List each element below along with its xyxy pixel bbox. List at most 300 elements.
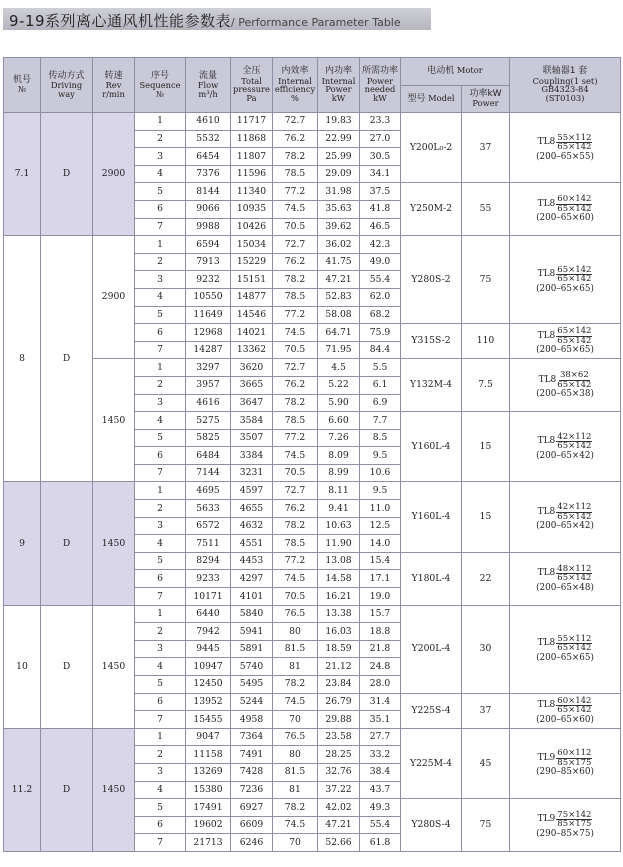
cell-power-needed: 33.2 [360,746,401,764]
coupling-type: TL8 [538,374,557,385]
cell-sequence: 6 [135,447,186,465]
cell-efficiency: 72.7 [273,482,318,500]
cell-motor-power: 7.5 [462,359,510,412]
cell-sequence: 7 [135,588,186,606]
cell-internal-power: 13.08 [318,552,360,570]
coupling-type: TL9 [537,752,556,763]
coupling-dimensions: (290–85×75) [536,828,594,839]
cell-internal-power: 16.21 [318,588,360,606]
cell-pressure: 11340 [231,183,273,201]
header-flow: 流量 Flow m³/h [186,58,231,113]
cell-pressure: 6927 [231,799,273,817]
cell-pressure: 15229 [231,253,273,271]
cell-pressure: 4453 [231,552,273,570]
cell-flow: 10171 [186,588,231,606]
title-separator: / [231,16,235,29]
cell-internal-power: 35.63 [318,200,360,218]
cell-pressure: 3384 [231,447,273,465]
cell-power-needed: 42.3 [360,236,401,254]
cell-internal-power: 42.02 [318,799,360,817]
cell-efficiency: 78.2 [273,271,318,289]
cell-power-needed: 8.5 [360,429,401,447]
cell-flow: 8294 [186,552,231,570]
cell-pressure: 5740 [231,658,273,676]
cell-power-needed: 84.4 [360,341,401,359]
header-sequence: 序号 Sequence № [135,58,186,113]
cell-flow: 17491 [186,799,231,817]
header-speed: 转速 Rev r/min [93,58,135,113]
cell-efficiency: 78.5 [273,412,318,430]
cell-sequence: 5 [135,676,186,694]
coupling-fraction-top: 75×142 [557,809,592,820]
cell-flow: 21713 [186,834,231,852]
cell-flow: 9232 [186,271,231,289]
cell-sequence: 4 [135,288,186,306]
table-row [4,236,621,254]
cell-flow: 13952 [186,693,231,711]
cell-pressure: 11807 [231,148,273,166]
cell-sequence: 3 [135,517,186,535]
cell-flow: 6454 [186,148,231,166]
coupling-type: TL8 [537,568,556,579]
cell-speed: 1450 [93,728,135,851]
cell-efficiency: 81 [273,658,318,676]
coupling-type: TL9 [537,814,556,825]
cell-power-needed: 30.5 [360,148,401,166]
cell-efficiency: 77.2 [273,183,318,201]
cell-flow: 19602 [186,816,231,834]
coupling-dimensions: (200–65×60) [536,213,594,224]
cell-sequence: 5 [135,799,186,817]
cell-sequence: 3 [135,148,186,166]
cell-sequence: 1 [135,236,186,254]
cell-power-needed: 43.7 [360,781,401,799]
cell-model-no: 8 [4,236,41,482]
coupling-line [539,371,592,389]
cell-pressure: 6609 [231,816,273,834]
cell-model-no: 11.2 [4,728,41,851]
cell-driving-way: D [41,236,93,482]
cell-efficiency: 76.2 [273,500,318,518]
cell-pressure: 7428 [231,763,273,781]
cell-sequence: 3 [135,763,186,781]
cell-efficiency: 76.5 [273,605,318,623]
coupling-spec [510,327,620,355]
cell-pressure: 3231 [231,464,273,482]
coupling-line [538,697,593,715]
cell-flow: 12968 [186,324,231,342]
coupling-dimensions: (200–65×60) [536,714,594,725]
coupling-fraction-bottom: 65×142 [557,203,592,214]
coupling-fraction-top: 60×142 [557,194,592,205]
title-en: Performance Parameter Table [234,16,401,29]
cell-internal-power: 8.99 [318,464,360,482]
cell-motor-power: 37 [462,693,510,728]
cell-power-needed: 17.1 [360,570,401,588]
coupling-type: TL8 [537,506,556,517]
cell-flow: 9445 [186,640,231,658]
cell-model-no: 10 [4,605,41,728]
cell-motor-model: Y160L-4 [401,482,462,552]
cell-sequence: 5 [135,183,186,201]
cell-efficiency: 78.5 [273,165,318,183]
cell-internal-power: 28.25 [318,746,360,764]
coupling-dimensions: (200–65×55) [536,151,594,162]
cell-flow: 6440 [186,605,231,623]
cell-efficiency: 72.7 [273,113,318,131]
cell-power-needed: 24.8 [360,658,401,676]
cell-power-needed: 27.7 [360,728,401,746]
cell-motor-model: Y132M-4 [401,359,462,412]
coupling-type: TL8 [537,198,556,209]
coupling-line [538,327,593,345]
cell-flow: 9233 [186,570,231,588]
cell-sequence: 6 [135,693,186,711]
coupling-line [538,134,593,152]
cell-motor-power: 30 [462,605,510,693]
cell-pressure: 6246 [231,834,273,852]
cell-efficiency: 76.2 [273,376,318,394]
cell-motor-power: 110 [462,324,510,359]
cell-motor-model: Y250M-2 [401,183,462,236]
coupling-spec [510,134,620,162]
coupling-fraction [556,565,592,583]
cell-efficiency: 70 [273,834,318,852]
coupling-fraction-bottom: 65×142 [557,705,592,716]
cell-power-needed: 35.1 [360,711,401,729]
cell-flow: 6594 [186,236,231,254]
cell-efficiency: 70.5 [273,588,318,606]
cell-flow: 4616 [186,394,231,412]
cell-power-needed: 49.3 [360,799,401,817]
cell-power-needed: 49.0 [360,253,401,271]
coupling-fraction-top: 60×112 [557,748,592,759]
cell-efficiency: 70 [273,711,318,729]
coupling-fraction-top: 42×112 [557,502,592,513]
coupling-dimensions: (200–65×65) [536,283,594,294]
cell-flow: 5825 [186,429,231,447]
cell-internal-power: 58.08 [318,306,360,324]
coupling-spec [510,811,620,839]
cell-flow: 14287 [186,341,231,359]
coupling-line [538,503,593,521]
cell-internal-power: 14.58 [318,570,360,588]
cell-flow: 7913 [186,253,231,271]
coupling-fraction-bottom: 65×142 [557,335,592,346]
cell-internal-power: 37.22 [318,781,360,799]
cell-motor-model: Y160L-4 [401,412,462,482]
cell-pressure: 10935 [231,200,273,218]
cell-flow: 9988 [186,218,231,236]
cell-motor-power: 22 [462,552,510,605]
cell-internal-power: 32.76 [318,763,360,781]
cell-coupling [510,113,621,183]
coupling-fraction [557,371,591,389]
cell-sequence: 1 [135,113,186,131]
cell-internal-power: 23.84 [318,676,360,694]
cell-pressure: 14877 [231,288,273,306]
cell-speed: 2900 [93,236,135,359]
cell-motor-model: Y180L-4 [401,552,462,605]
coupling-fraction [556,635,592,653]
cell-efficiency: 76.2 [273,253,318,271]
cell-flow: 3297 [186,359,231,377]
cell-flow: 11158 [186,746,231,764]
coupling-dimensions: (200–65×38) [536,389,594,400]
table-row [4,728,621,746]
cell-coupling [510,359,621,412]
cell-coupling [510,324,621,359]
cell-power-needed: 6.1 [360,376,401,394]
header-coupling: 联轴器1 套 Coupling(1 set) GB4323-84 (ST0103) [510,58,621,113]
cell-speed: 1450 [93,482,135,605]
cell-power-needed: 34.1 [360,165,401,183]
coupling-fraction-bottom: 65×142 [557,573,592,584]
cell-flow: 10550 [186,288,231,306]
cell-sequence: 6 [135,324,186,342]
cell-flow: 13269 [186,763,231,781]
cell-internal-power: 52.83 [318,288,360,306]
cell-pressure: 3647 [231,394,273,412]
coupling-spec [510,503,620,531]
cell-sequence: 1 [135,728,186,746]
cell-power-needed: 41.8 [360,200,401,218]
cell-pressure: 5244 [231,693,273,711]
cell-sequence: 4 [135,781,186,799]
cell-power-needed: 15.7 [360,605,401,623]
cell-efficiency: 81.5 [273,763,318,781]
cell-sequence: 2 [135,746,186,764]
cell-efficiency: 78.2 [273,799,318,817]
cell-efficiency: 78.2 [273,394,318,412]
cell-driving-way: D [41,482,93,605]
cell-efficiency: 78.2 [273,148,318,166]
coupling-dimensions: (200–65×65) [536,345,594,356]
cell-power-needed: 31.4 [360,693,401,711]
cell-efficiency: 74.5 [273,447,318,465]
coupling-spec [510,195,620,223]
cell-flow: 15455 [186,711,231,729]
cell-efficiency: 81 [273,781,318,799]
coupling-fraction [556,266,592,284]
cell-sequence: 4 [135,165,186,183]
header-motor-model: 型号 Model [401,86,462,113]
cell-motor-model: Y200L₀-2 [401,113,462,183]
coupling-fraction-top: 65×142 [557,326,592,337]
coupling-fraction-bottom: 65×142 [557,142,592,153]
cell-pressure: 4655 [231,500,273,518]
cell-efficiency: 74.5 [273,200,318,218]
cell-flow: 15380 [186,781,231,799]
cell-sequence: 7 [135,834,186,852]
coupling-fraction [556,697,592,715]
cell-efficiency: 74.5 [273,570,318,588]
cell-power-needed: 10.6 [360,464,401,482]
cell-motor-model: Y225M-4 [401,728,462,798]
cell-efficiency: 74.5 [273,693,318,711]
cell-coupling [510,482,621,552]
cell-sequence: 5 [135,429,186,447]
cell-efficiency: 77.2 [273,306,318,324]
cell-power-needed: 12.5 [360,517,401,535]
coupling-type: TL8 [537,638,556,649]
cell-power-needed: 9.5 [360,482,401,500]
coupling-fraction-top: 42×112 [557,431,592,442]
cell-pressure: 4632 [231,517,273,535]
coupling-dimensions: (200–65×48) [536,582,594,593]
coupling-line [538,433,593,451]
cell-power-needed: 14.0 [360,535,401,553]
coupling-fraction-bottom: 85×175 [557,757,592,768]
cell-flow: 6572 [186,517,231,535]
cell-power-needed: 23.3 [360,113,401,131]
cell-driving-way: D [41,728,93,851]
cell-efficiency: 72.7 [273,236,318,254]
cell-pressure: 3507 [231,429,273,447]
cell-sequence: 2 [135,253,186,271]
cell-sequence: 5 [135,552,186,570]
coupling-spec [510,697,620,725]
cell-internal-power: 10.63 [318,517,360,535]
cell-efficiency: 78.2 [273,676,318,694]
coupling-type: TL8 [537,436,556,447]
cell-internal-power: 52.66 [318,834,360,852]
cell-internal-power: 29.88 [318,711,360,729]
cell-power-needed: 68.2 [360,306,401,324]
coupling-fraction [556,503,592,521]
coupling-fraction-bottom: 65×142 [557,643,592,654]
cell-motor-power: 15 [462,412,510,482]
cell-power-needed: 5.5 [360,359,401,377]
cell-pressure: 4958 [231,711,273,729]
coupling-spec [510,433,620,461]
table-row [4,482,621,500]
coupling-line [538,195,593,213]
cell-sequence: 7 [135,464,186,482]
cell-sequence: 4 [135,658,186,676]
cell-flow: 7511 [186,535,231,553]
cell-internal-power: 5.22 [318,376,360,394]
cell-sequence: 3 [135,640,186,658]
cell-efficiency: 72.7 [273,359,318,377]
coupling-spec [510,371,620,399]
cell-flow: 9047 [186,728,231,746]
cell-flow: 7942 [186,623,231,641]
coupling-line [538,749,593,767]
cell-pressure: 4101 [231,588,273,606]
cell-model-no: 7.1 [4,113,41,236]
cell-motor-power: 45 [462,728,510,798]
cell-sequence: 4 [135,412,186,430]
cell-coupling [510,552,621,605]
cell-internal-power: 47.21 [318,816,360,834]
cell-flow: 9066 [186,200,231,218]
cell-coupling [510,693,621,728]
cell-pressure: 15151 [231,271,273,289]
header-power-needed: 所需功率 Power needed kW [360,58,401,113]
coupling-fraction [556,327,592,345]
cell-internal-power: 6.60 [318,412,360,430]
cell-internal-power: 13.38 [318,605,360,623]
cell-speed: 1450 [93,359,135,482]
cell-pressure: 3665 [231,376,273,394]
cell-sequence: 7 [135,341,186,359]
cell-efficiency: 76.5 [273,728,318,746]
cell-power-needed: 19.0 [360,588,401,606]
cell-sequence: 4 [135,535,186,553]
cell-motor-model: Y200L-4 [401,605,462,693]
coupling-fraction-top: 48×112 [557,563,592,574]
cell-internal-power: 18.59 [318,640,360,658]
cell-sequence: 2 [135,130,186,148]
coupling-fraction [556,134,592,152]
cell-pressure: 4597 [231,482,273,500]
cell-internal-power: 23.58 [318,728,360,746]
performance-table [3,57,621,852]
header-motor-power: 功率kW Power [462,86,510,113]
cell-flow: 3957 [186,376,231,394]
cell-sequence: 3 [135,271,186,289]
cell-flow: 6484 [186,447,231,465]
cell-motor-model: Y280S-4 [401,799,462,852]
cell-pressure: 7364 [231,728,273,746]
coupling-fraction-bottom: 85×175 [557,819,592,830]
coupling-fraction [556,749,592,767]
cell-pressure: 5941 [231,623,273,641]
cell-motor-power: 75 [462,799,510,852]
cell-efficiency: 76.2 [273,130,318,148]
cell-sequence: 1 [135,482,186,500]
cell-efficiency: 77.2 [273,429,318,447]
cell-power-needed: 6.9 [360,394,401,412]
cell-internal-power: 31.98 [318,183,360,201]
cell-sequence: 2 [135,623,186,641]
title-cn: 9-19系列离心通风机性能参数表 [9,12,232,30]
cell-sequence: 2 [135,500,186,518]
cell-efficiency: 80 [273,746,318,764]
title-bar [3,8,431,30]
cell-efficiency: 77.2 [273,552,318,570]
cell-driving-way: D [41,113,93,236]
cell-pressure: 10426 [231,218,273,236]
table-row [4,359,621,377]
cell-power-needed: 46.5 [360,218,401,236]
cell-pressure: 3584 [231,412,273,430]
header-model-no: 机号 № [4,58,41,113]
cell-sequence: 5 [135,306,186,324]
cell-power-needed: 62.0 [360,288,401,306]
coupling-dimensions: (290–85×60) [536,767,594,778]
cell-pressure: 7236 [231,781,273,799]
coupling-spec [510,266,620,294]
coupling-fraction-bottom: 65×142 [557,274,592,285]
cell-driving-way: D [41,605,93,728]
cell-power-needed: 55.4 [360,271,401,289]
cell-sequence: 6 [135,570,186,588]
cell-pressure: 5891 [231,640,273,658]
coupling-line [538,635,593,653]
cell-flow: 11649 [186,306,231,324]
cell-power-needed: 11.0 [360,500,401,518]
coupling-fraction [556,433,592,451]
coupling-fraction-bottom: 65×142 [557,441,592,452]
cell-coupling [510,728,621,798]
cell-motor-power: 55 [462,183,510,236]
header-internal-power: 内功率 Internal Power kW [318,58,360,113]
cell-internal-power: 29.09 [318,165,360,183]
cell-internal-power: 47.21 [318,271,360,289]
cell-internal-power: 36.02 [318,236,360,254]
